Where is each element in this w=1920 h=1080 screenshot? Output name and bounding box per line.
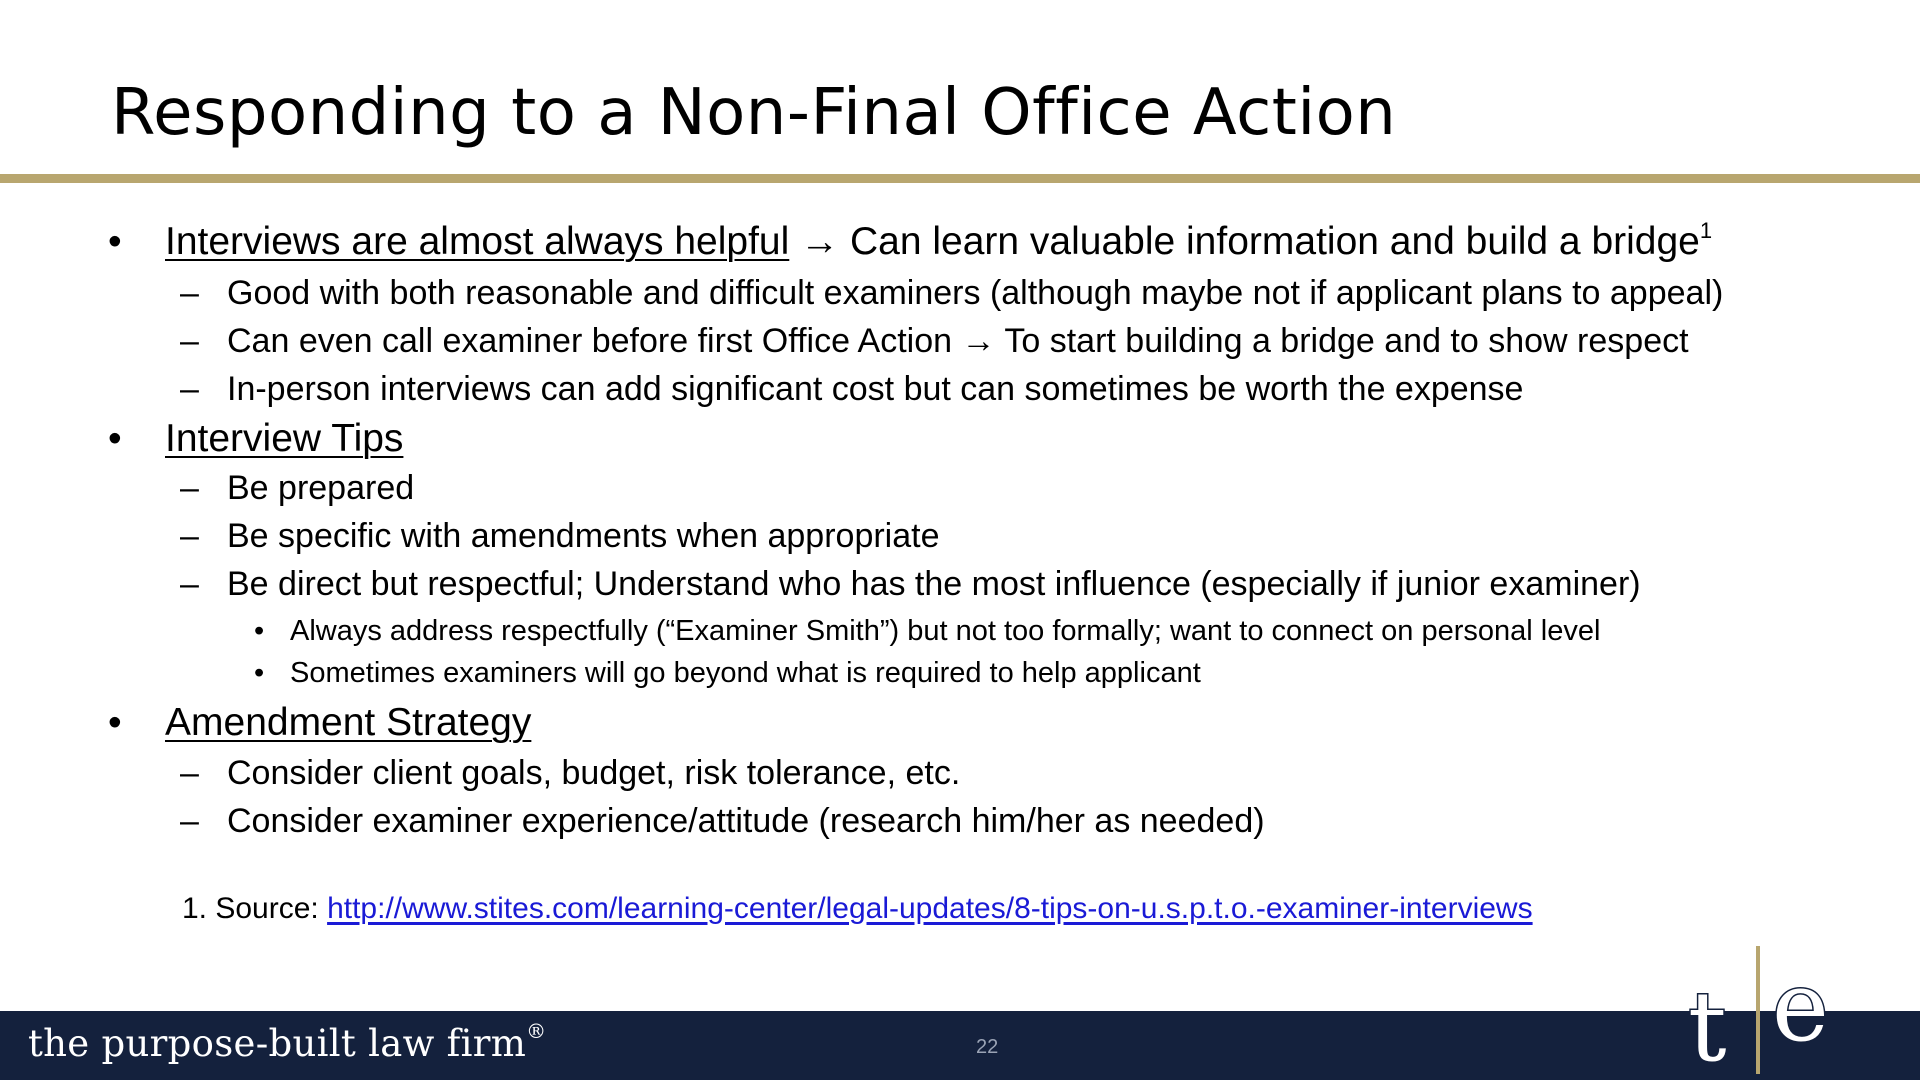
title-divider <box>0 174 1920 183</box>
bullet-marker: • <box>108 701 122 744</box>
dash-marker: – <box>180 469 199 507</box>
registered-mark: ® <box>526 1019 547 1043</box>
footnote-prefix: 1. Source: <box>182 892 328 925</box>
sub-item-before: Can even call examiner before first Office Action <box>227 322 953 360</box>
dash-marker: – <box>180 754 199 792</box>
bullet-marker: • <box>108 417 122 460</box>
sub-item: Consider examiner experience/attitude (research him/her as needed) <box>227 802 1265 840</box>
sub-item: Consider client goals, budget, risk tolerance, etc. <box>227 754 961 792</box>
dash-marker: – <box>180 274 199 312</box>
sub-item: Good with both reasonable and difficult examiners (although maybe not if applicant plans to appeal) <box>227 274 1724 312</box>
sub-item-after: To start building a bridge and to show respect <box>1004 322 1689 360</box>
sub-item: In-person interviews can add significant cost but can sometimes be worth the expense <box>227 370 1524 408</box>
bullet-1-heading: Interviews are almost always helpful <box>165 220 790 263</box>
arrow-icon: → <box>961 322 996 360</box>
source-link[interactable]: http://www.stites.com/learning-center/legal-updates/8-tips-on-u.s.p.t.o.-examiner-interviews <box>327 892 1533 925</box>
sub-item: Be direct but respectful; Understand who has the most influence (especially if junior examiner) <box>227 565 1641 603</box>
slide-title: Responding to a Non-Final Office Action <box>111 76 1397 150</box>
logo-letter-e: e <box>1772 951 1829 1063</box>
bullet-3-heading: Amendment Strategy <box>165 701 532 744</box>
arrow-icon: → <box>800 220 840 263</box>
dash-marker: – <box>180 802 199 840</box>
firm-logo <box>1680 940 1840 1080</box>
logo-divider <box>1756 946 1760 1074</box>
sub-sub-item: Sometimes examiners will go beyond what is required to help applicant <box>290 657 1201 689</box>
logo-letter-t: t <box>1688 971 1727 1080</box>
bullet-1 <box>165 220 1712 264</box>
sub-item <box>227 322 1689 361</box>
firm-tagline <box>28 1019 547 1065</box>
sub-item: Be specific with amendments when appropriate <box>227 517 940 555</box>
dash-marker: – <box>180 370 199 408</box>
dash-marker: – <box>180 517 199 555</box>
sub-item: Be prepared <box>227 469 415 507</box>
bullet-marker: • <box>108 220 122 263</box>
bullet-2 <box>165 417 403 461</box>
footnote <box>182 892 1533 926</box>
dash-marker: – <box>180 322 199 360</box>
sub-bullet-marker: • <box>254 615 265 647</box>
bullet-1-tail: Can learn valuable information and build a bridge <box>849 220 1700 263</box>
page-number: 22 <box>976 1036 999 1058</box>
bullet-2-heading: Interview Tips <box>165 417 404 460</box>
bullet-3 <box>165 701 531 745</box>
sub-bullet-marker: • <box>254 657 265 689</box>
tagline-text: the purpose-built law firm <box>28 1022 527 1065</box>
sub-sub-item: Always address respectfully (“Examiner Smith”) but not too formally; want to connect on personal level <box>290 615 1601 647</box>
dash-marker: – <box>180 565 199 603</box>
footnote-ref: 1 <box>1699 218 1713 243</box>
